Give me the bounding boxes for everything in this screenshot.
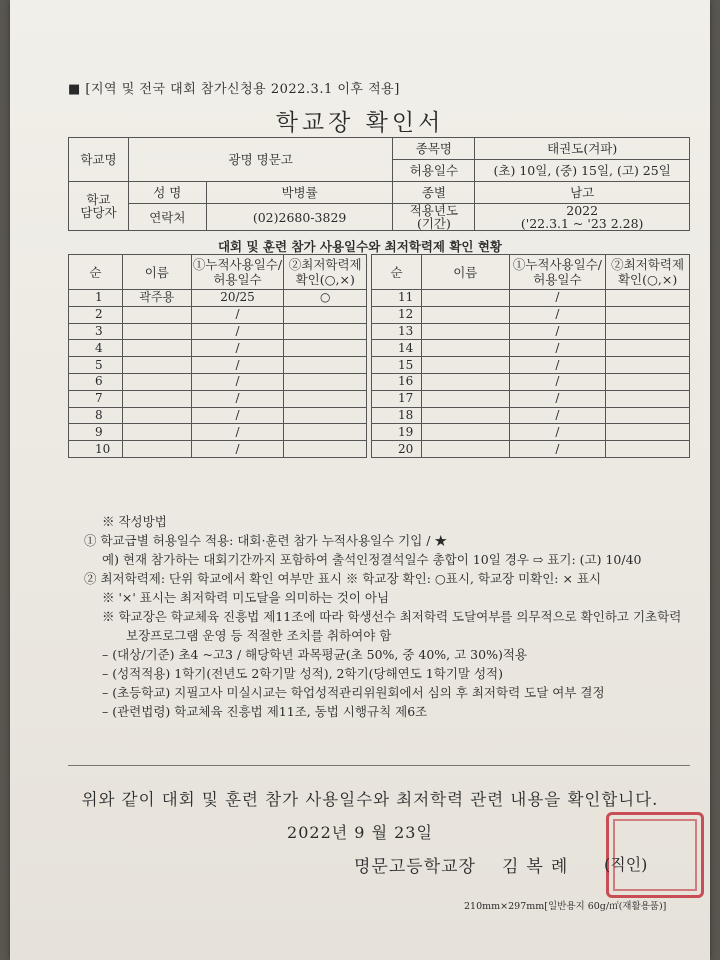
row-days: / [509,441,606,458]
row-no: 13 [372,323,422,340]
header-check-right-line1: ②최저학력제 [611,257,685,272]
usage-header-row [69,255,690,290]
school-name-label: 학교명 [69,138,129,182]
confirmation-statement: 위와 같이 대회 및 훈련 참가 사용일수와 최저학력 관련 내용을 확인합니다. [81,790,659,809]
row-check [284,357,367,374]
paper-spec-footer: 210mm×297mm[일반용지 60g/㎡(재활용품)] [464,901,667,912]
contact-label: 연락처 [128,204,206,231]
row-days: / [191,306,284,323]
row-name [122,407,191,424]
row-check [606,290,690,307]
detail-grades: – (성적적용) 1학기(전년도 2학기말 성적), 2학기(당해연도 1학기말 성적) [102,666,503,681]
type-label: 종별 [393,182,475,204]
event-label: 종목명 [393,138,475,160]
row-days: / [509,323,606,340]
row-name [422,340,510,357]
header-no-right: 순 [372,255,422,290]
row-check [606,340,690,357]
usage-table [68,254,690,458]
year-label [393,204,475,231]
seal-note: (직인) [604,855,648,874]
row-name [122,441,191,458]
row-days: / [191,340,284,357]
row-check [284,441,367,458]
table-row [69,323,690,340]
instructions-heading: ※ 작성방법 [102,514,167,529]
header-days-right-line1: ①누적사용일수/ [512,257,602,272]
contact-value: (02)2680-3829 [206,204,393,231]
row-check: ○ [284,290,367,307]
row-check [284,373,367,390]
row-no: 11 [372,290,422,307]
divider [68,765,690,766]
header-days-line2: 허용일수 [213,272,262,287]
issue-date: 2022년 9 월 23일 [287,823,433,842]
table-row [69,340,690,357]
header-days-line1: ①누적사용일수/ [192,257,283,272]
header-name: 이름 [122,255,191,290]
row-no: 16 [372,373,422,390]
type-value: 남고 [475,182,690,204]
row-no: 18 [372,407,422,424]
row-check [606,407,690,424]
row-name [422,373,510,390]
row-name [122,323,191,340]
row-days: / [191,323,284,340]
row-check [606,441,690,458]
row-name [122,390,191,407]
row-name [122,424,191,441]
row-no: 4 [69,340,123,357]
table-row [69,357,690,374]
usage-section-title: 대회 및 훈련 참가 사용일수와 최저학력제 확인 현황 [217,239,503,254]
year-label-line1: 적용년도 [409,203,459,218]
row-days: / [509,390,606,407]
table-row [69,306,690,323]
header-no: 순 [69,255,123,290]
row-name [422,306,510,323]
row-days: / [509,373,606,390]
row-check [284,340,367,357]
row-no: 6 [69,373,123,390]
row-check [606,323,690,340]
row-days: / [509,424,606,441]
document-title: 학교장 확인서 [275,110,445,136]
instruction-2-note-b: ※ 학교장은 학교체육 진흥법 제11조에 따라 학생선수 최저학력 도달여부를 의무적으로 확인하고 기초학력 [102,609,682,624]
row-name [422,407,510,424]
usage-table-body [69,290,690,458]
header-name-right: 이름 [422,255,510,290]
table-row [69,373,690,390]
instruction-1: ① 학교급별 허용일수 적용: 대회·훈련 참가 누적사용일수 기입 / ★ [84,533,447,548]
row-check [606,390,690,407]
event-value: 태권도(겨파) [475,138,690,160]
row-no: 3 [69,323,123,340]
row-no: 15 [372,357,422,374]
row-no: 2 [69,306,123,323]
row-name [122,306,191,323]
manager-label-line2: 담당자 [80,205,117,220]
detail-elementary: – (초등학교) 지필고사 미실시교는 학업성적관리위원회에서 심의 후 최저학력 도달 여부 결정 [102,685,605,700]
row-name [122,373,191,390]
row-days: / [509,306,606,323]
row-check [606,424,690,441]
row-no: 9 [69,424,123,441]
header-days [191,255,284,290]
row-name: 곽주용 [122,290,191,307]
row-name [422,290,510,307]
manager-name-label: 성 명 [128,182,206,204]
allowed-days-label: 허용일수 [393,160,475,182]
row-no: 10 [69,441,123,458]
instruction-1-example: 예) 현재 참가하는 대회기간까지 포함하여 출석인정결석일수 총합이 10일 경우 ⇨ 표기: (고) 10/40 [102,552,642,567]
row-name [122,340,191,357]
school-info-table [68,137,690,231]
row-check [284,323,367,340]
row-name [422,323,510,340]
row-name [422,441,510,458]
table-row [69,424,690,441]
row-no: 8 [69,407,123,424]
year-label-line2: (기간) [416,216,451,231]
row-no: 5 [69,357,123,374]
row-days: / [191,390,284,407]
row-no: 14 [372,340,422,357]
header-days-right-line2: 허용일수 [533,272,582,287]
manager-label [69,182,129,231]
certificate-page [10,0,710,960]
row-days: / [191,441,284,458]
row-no: 19 [372,424,422,441]
form-tagline: ■ [지역 및 전국 대회 참가신청용 2022.3.1 이후 적용] [68,82,400,97]
row-check [284,306,367,323]
year-value [475,204,690,231]
row-check [284,407,367,424]
year-value-line1: 2022 [566,203,599,218]
row-days: / [509,357,606,374]
allowed-days-value: (초) 10일, (중) 15일, (고) 25일 [475,160,690,182]
manager-name-value: 박병률 [206,182,393,204]
school-name-value: 광명 명문고 [128,138,393,182]
instructions-section [84,512,681,721]
table-row [69,407,690,424]
detail-target: – (대상/기준) 초4 ~고3 / 해당학년 과목평균(초 50%, 중 40%, 고 30%)적용 [102,647,527,662]
principal-name: 김복례 [502,857,576,877]
row-no: 17 [372,390,422,407]
table-row [69,441,690,458]
table-row [69,290,690,307]
detail-law: – (관련법령) 학교체육 진흥법 제11조, 동법 시행규칙 제6조 [102,704,428,719]
signer-title: 명문고등학교장 [354,857,476,877]
row-check [284,390,367,407]
header-check-right-line2: 확인(○,×) [617,272,678,287]
row-days: / [191,407,284,424]
row-days: / [509,340,606,357]
table-row [69,390,690,407]
row-days: / [191,373,284,390]
row-check [284,424,367,441]
row-no: 20 [372,441,422,458]
year-value-line2: ('22.3.1 ~ '23 2.28) [520,216,644,231]
header-check [284,255,367,290]
row-name [422,390,510,407]
row-no: 7 [69,390,123,407]
instruction-2-note-b-cont: 보장프로그램 운영 등 적절한 조치를 취하여야 함 [126,628,392,643]
row-check [606,306,690,323]
header-check-right [606,255,690,290]
row-name [122,357,191,374]
header-days-right [509,255,606,290]
row-days: / [191,357,284,374]
row-check [606,357,690,374]
row-no: 1 [69,290,123,307]
header-check-line1: ②최저학력제 [288,257,362,272]
row-no: 12 [372,306,422,323]
instruction-2-note-a: ※ '×' 표시는 최저학력 미도달을 의미하는 것이 아님 [102,590,390,605]
manager-label-line1: 학교 [86,192,111,207]
row-days: / [191,424,284,441]
row-days: / [509,407,606,424]
row-check [606,373,690,390]
header-check-line2: 확인(○,×) [295,272,355,287]
row-name [422,424,510,441]
instruction-2: ② 최저학력제: 단위 학교에서 확인 여부만 표시 ※ 학교장 확인: ○표시, 학교장 미확인: × 표시 [84,571,602,586]
row-days: 20/25 [191,290,284,307]
row-name [422,357,510,374]
row-days: / [509,290,606,307]
